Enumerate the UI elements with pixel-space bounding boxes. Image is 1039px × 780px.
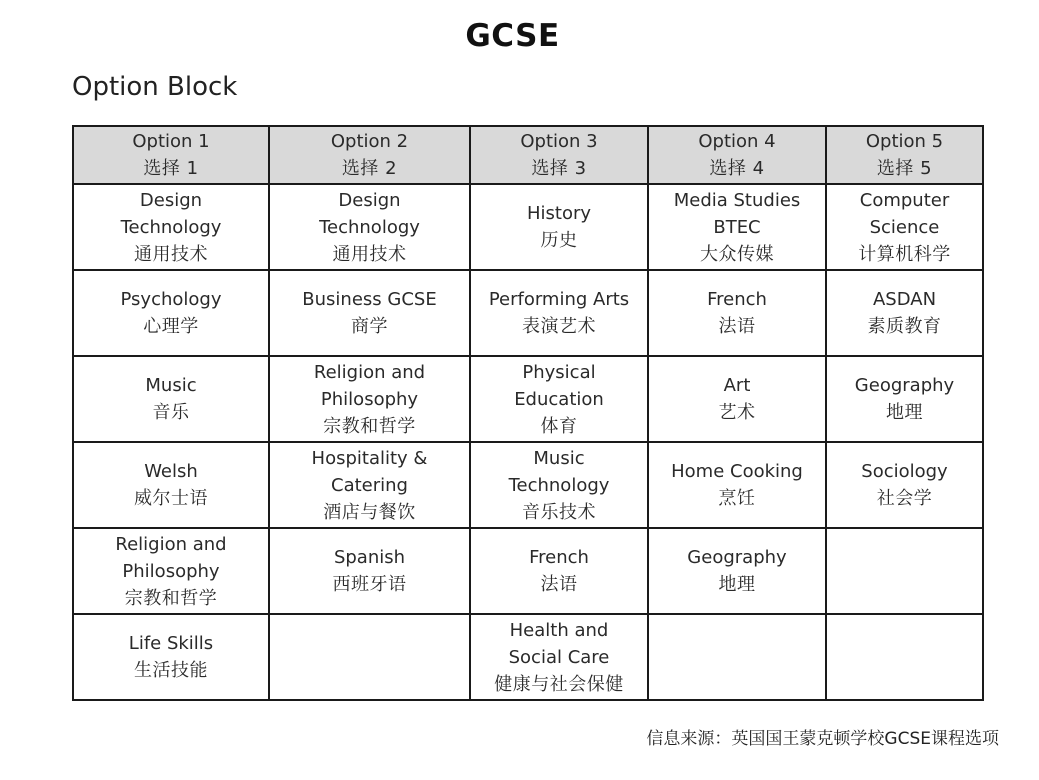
subject-name: Education	[514, 388, 604, 410]
column-header-label-zh: 选择 2	[341, 158, 398, 179]
subject-name: Music	[533, 447, 585, 469]
table-row	[73, 614, 983, 700]
subject-cell	[269, 270, 470, 356]
subject-name-zh: 艺术	[718, 402, 756, 423]
subject-cell	[648, 528, 826, 614]
subject-name-zh: 西班牙语	[332, 574, 407, 595]
subject-name: Geography	[687, 547, 787, 568]
subject-name-zh: 威尔士语	[134, 488, 208, 509]
subject-name: Sociology	[861, 461, 948, 482]
subject-name: Life Skills	[128, 633, 214, 654]
subject-name-zh: 通用技术	[332, 243, 407, 265]
column-header-option-5	[826, 126, 983, 184]
subject-name-zh: 生活技能	[134, 660, 208, 681]
column-header-label: Option 3	[520, 131, 598, 152]
column-header-label: Option 2	[330, 131, 409, 152]
column-header-label-zh: 选择 1	[143, 158, 199, 179]
subject-name: Performing Arts	[488, 289, 630, 310]
table-row	[73, 184, 983, 270]
subject-name: Health and	[509, 619, 609, 641]
subject-name: Computer	[859, 189, 950, 211]
source-note: 信息来源：英国国王蒙克顿学校GCSE课程选项	[646, 729, 999, 749]
subject-name: Religion and	[115, 533, 227, 555]
subject-name: ASDAN	[872, 289, 937, 310]
subject-name: Social Care	[508, 646, 610, 668]
option-block-table	[72, 125, 984, 701]
subject-cell	[470, 442, 648, 528]
subject-name: Technology	[508, 474, 610, 496]
column-header-label-zh: 选择 4	[709, 158, 765, 179]
subject-cell	[269, 184, 470, 270]
column-header-option-1	[73, 126, 269, 184]
subject-cell	[73, 270, 269, 356]
subject-name: Catering	[331, 474, 408, 496]
subject-cell	[648, 614, 826, 700]
subject-cell	[73, 614, 269, 700]
subject-name: Media Studies	[673, 189, 801, 211]
subject-name: Geography	[854, 375, 955, 396]
subject-name: History	[526, 203, 592, 224]
subject-cell	[470, 184, 648, 270]
subject-cell	[269, 356, 470, 442]
subject-name-zh: 法语	[718, 316, 756, 337]
column-header-option-2	[269, 126, 470, 184]
table-row	[73, 270, 983, 356]
column-header-label-zh: 选择 3	[531, 158, 587, 179]
subject-name-zh: 心理学	[143, 316, 199, 337]
subject-name-zh: 酒店与餐饮	[323, 501, 416, 523]
subject-cell	[269, 442, 470, 528]
subject-name-zh: 音乐	[152, 402, 190, 423]
subject-name: Science	[869, 216, 940, 238]
subject-cell	[73, 528, 269, 614]
subject-name: Technology	[120, 216, 222, 238]
column-header-label-zh: 选择 5	[876, 158, 933, 179]
subject-name: Psychology	[120, 289, 222, 310]
subject-cell	[470, 614, 648, 700]
table-row	[73, 528, 983, 614]
subject-cell	[470, 356, 648, 442]
subject-name-zh: 社会学	[876, 488, 933, 509]
subject-cell	[826, 442, 983, 528]
subject-name-zh: 健康与社会保健	[494, 673, 624, 695]
subject-name-zh: 宗教和哲学	[124, 587, 218, 609]
subject-cell	[269, 614, 470, 700]
subject-cell	[470, 528, 648, 614]
subject-name-zh: 商学	[351, 316, 388, 337]
subject-cell	[648, 356, 826, 442]
subject-name: Spanish	[333, 547, 406, 568]
column-header-label: Option 4	[698, 131, 776, 152]
page-title: GCSE	[465, 18, 560, 54]
header-row	[73, 126, 983, 184]
subject-cell	[826, 528, 983, 614]
subject-name: Philosophy	[122, 560, 220, 582]
subject-name-zh: 宗教和哲学	[323, 415, 416, 437]
subject-name: Home Cooking	[671, 461, 803, 482]
column-header-label: Option 5	[865, 131, 944, 152]
subject-name: Religion and	[313, 361, 426, 383]
subject-cell	[73, 184, 269, 270]
subject-name: Design	[338, 189, 401, 211]
subject-cell	[73, 442, 269, 528]
subject-name-zh: 素质教育	[867, 316, 942, 337]
subject-cell	[826, 356, 983, 442]
subject-name: Philosophy	[320, 388, 419, 410]
table-body	[73, 184, 983, 700]
table-row	[73, 356, 983, 442]
subject-name-zh: 烹饪	[718, 488, 756, 509]
subject-name: Music	[145, 375, 197, 396]
subject-name: Business GCSE	[302, 289, 437, 310]
column-header-option-3	[470, 126, 648, 184]
subject-name: Welsh	[144, 461, 198, 482]
subject-name-zh: 音乐技术	[522, 501, 596, 523]
subject-name-zh: 表演艺术	[522, 316, 596, 337]
subject-name-zh: 地理	[718, 574, 756, 595]
subject-cell	[826, 270, 983, 356]
subject-name: Design	[139, 189, 203, 211]
subject-cell	[73, 356, 269, 442]
subject-name: French	[529, 547, 589, 568]
subject-name: French	[707, 289, 767, 310]
subject-cell	[648, 184, 826, 270]
subject-name: Art	[723, 375, 751, 396]
subject-cell	[826, 614, 983, 700]
subject-cell	[648, 270, 826, 356]
subject-cell	[648, 442, 826, 528]
subject-name-zh: 地理	[886, 402, 923, 423]
column-header-option-4	[648, 126, 826, 184]
subject-name-zh: 历史	[540, 230, 578, 251]
column-header-label: Option 1	[132, 131, 210, 152]
subject-cell	[826, 184, 983, 270]
table-row	[73, 442, 983, 528]
subject-cell	[470, 270, 648, 356]
subject-name-zh: 大众传媒	[700, 243, 774, 265]
subject-cell	[269, 528, 470, 614]
subject-name: Technology	[319, 216, 420, 238]
subject-name-zh: 体育	[540, 415, 578, 437]
section-heading: Option Block	[72, 72, 238, 102]
subject-name-zh: 计算机科学	[858, 243, 951, 265]
subject-name: Hospitality &	[311, 447, 428, 469]
subject-name: BTEC	[713, 216, 761, 238]
subject-name-zh: 通用技术	[134, 243, 208, 265]
subject-name-zh: 法语	[540, 574, 578, 595]
subject-name: Physical	[522, 361, 596, 383]
